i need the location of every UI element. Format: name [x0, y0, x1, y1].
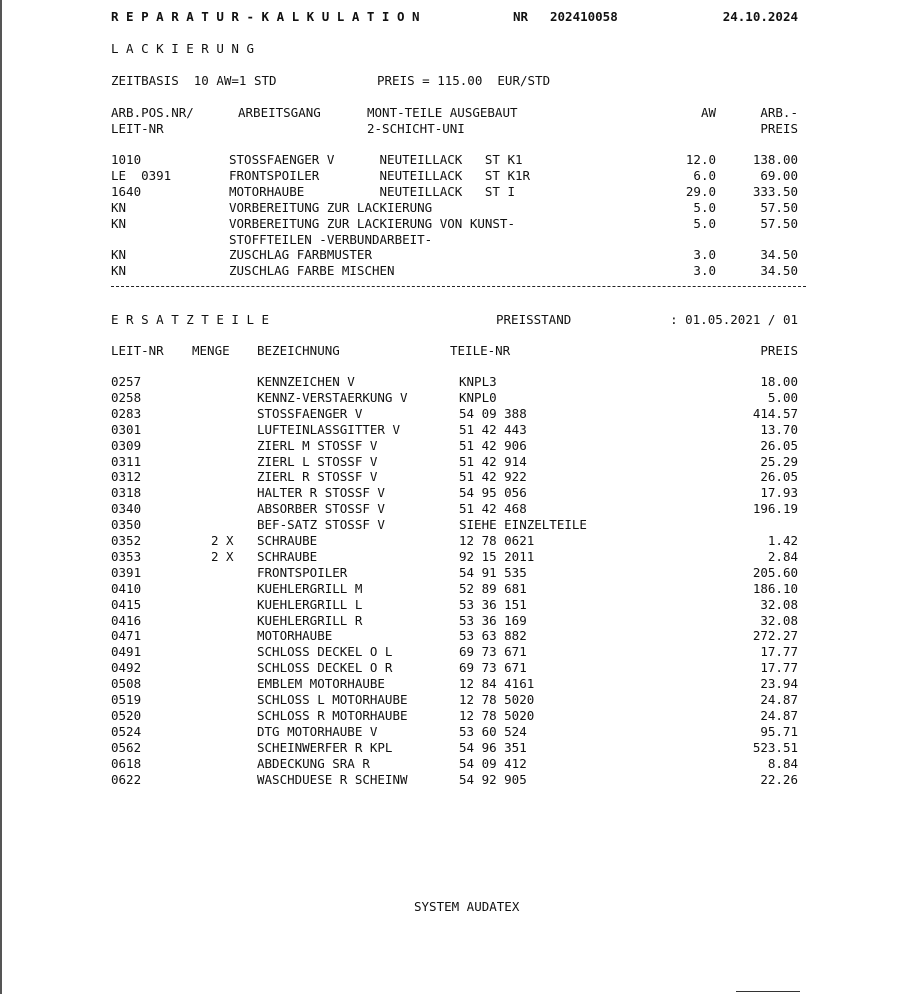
ersatz-row-price: 26.05: [760, 469, 798, 485]
ersatz-row-price: 24.87: [760, 707, 798, 723]
zeitbasis: ZEITBASIS 10 AW=1 STD: [111, 73, 277, 88]
ersatz-row-teilenr: 69 73 671: [459, 660, 527, 676]
ersatz-row-teilenr: 54 96 351: [459, 739, 527, 755]
lack-row-desc: MOTORHAUBE NEUTEILLACK ST I: [229, 183, 515, 199]
ersatz-row-price: 8.84: [767, 755, 798, 771]
ersatz-row-teilenr: 53 63 882: [459, 628, 527, 644]
ersatz-row-teilenr: 52 89 681: [459, 580, 527, 596]
lack-row-desc: STOFFTEILEN -VERBUNDARBEIT-: [229, 231, 433, 247]
ersatz-row-teilenr: 12 84 4161: [459, 676, 535, 692]
ersatz-row-leitnr: 0415: [111, 596, 142, 612]
ersatz-row-leitnr: 0258: [111, 389, 142, 405]
ersatz-row-price: 414.57: [752, 405, 798, 421]
ersatz-row-bezeichnung: SCHLOSS DECKEL O R: [257, 660, 393, 676]
document-date: 24.10.2024: [722, 9, 798, 24]
lack-row-price: 69.00: [760, 167, 798, 183]
section-divider: [111, 286, 806, 287]
ersatz-row-leitnr: 0471: [111, 628, 142, 644]
ersatz-row-bezeichnung: BEF-SATZ STOSSF V: [257, 517, 385, 533]
ersatz-row-leitnr: 0622: [111, 771, 142, 787]
ersatz-row-bezeichnung: WASCHDUESE R SCHEINW: [257, 771, 408, 787]
nr-label: NR: [513, 9, 529, 24]
ersatz-row-bezeichnung: SCHLOSS L MOTORHAUBE: [257, 692, 408, 707]
ersatz-row-price: 18.00: [760, 374, 798, 389]
ersatz-row-price: 17.77: [760, 660, 798, 676]
ersatz-row-leitnr: 0491: [111, 644, 142, 660]
ersatz-row-bezeichnung: KENNZEICHEN V: [257, 374, 355, 389]
ersatz-row-teilenr: 54 95 056: [459, 485, 527, 501]
ersatz-row-price: 23.94: [760, 676, 798, 692]
lack-row-aw: 5.0: [693, 215, 716, 231]
section-title-ersatzteile: E R S A T Z T E I L E: [111, 312, 270, 327]
header-arbeitsgang: ARBEITSGANG: [238, 105, 321, 120]
ersatz-row-bezeichnung: KUEHLERGRILL M: [257, 580, 363, 596]
ersatz-row-teilenr: 51 42 443: [459, 421, 527, 437]
lack-row-aw: 5.0: [693, 199, 716, 215]
ersatz-row-bezeichnung: ABSORBER STOSSF V: [257, 501, 385, 517]
ersatz-row-teilenr: 53 36 169: [459, 612, 527, 628]
ersatz-row-bezeichnung: KUEHLERGRILL R: [257, 612, 363, 628]
ersatz-row-bezeichnung: ZIERL R STOSSF V: [257, 469, 378, 485]
header-bezeichnung: BEZEICHNUNG: [257, 343, 340, 358]
ersatz-row-leitnr: 0519: [111, 692, 142, 707]
lack-row-price: 138.00: [752, 152, 798, 167]
lack-row-price: 34.50: [760, 263, 798, 279]
ersatz-row-bezeichnung: ZIERL M STOSSF V: [257, 437, 378, 453]
ersatz-row-leitnr: 0311: [111, 453, 142, 469]
ersatz-row-teilenr: 12 78 5020: [459, 707, 535, 723]
ersatz-row-teilenr: SIEHE EINZELTEILE: [459, 517, 587, 533]
footer-system: SYSTEM AUDATEX: [414, 899, 520, 914]
ersatz-row-leitnr: 0318: [111, 485, 142, 501]
ersatz-row-leitnr: 0353: [111, 548, 142, 564]
header-ersatz-preis: PREIS: [760, 343, 798, 358]
lack-row-desc: ZUSCHLAG FARBE MISCHEN: [229, 263, 395, 279]
header-aw: AW: [700, 105, 716, 120]
lack-row-aw: 29.0: [685, 183, 716, 199]
lack-row-aw: 6.0: [693, 167, 716, 183]
header-teilenr: TEILE-NR: [450, 343, 511, 358]
ersatz-row-price: 17.77: [760, 644, 798, 660]
lack-row-aw: 3.0: [693, 247, 716, 263]
ersatz-row-bezeichnung: SCHLOSS DECKEL O L: [257, 644, 393, 660]
ersatz-row-bezeichnung: KUEHLERGRILL L: [257, 596, 363, 612]
ersatz-row-teilenr: 51 42 468: [459, 501, 527, 517]
ersatz-row-leitnr: 0309: [111, 437, 142, 453]
ersatz-row-price: 24.87: [760, 692, 798, 707]
ersatz-row-bezeichnung: EMBLEM MOTORHAUBE: [257, 676, 385, 692]
ersatz-row-price: 186.10: [752, 580, 798, 596]
ersatz-row-teilenr: 53 36 151: [459, 596, 527, 612]
ersatz-row-bezeichnung: MOTORHAUBE: [257, 628, 333, 644]
hourly-rate: PREIS = 115.00 EUR/STD: [377, 73, 551, 88]
ersatz-row-price: 523.51: [752, 739, 798, 755]
ersatz-row-price: 26.05: [760, 437, 798, 453]
ersatz-row-bezeichnung: HALTER R STOSSF V: [257, 485, 385, 501]
ersatz-row-leitnr: 0283: [111, 405, 142, 421]
ersatz-row-teilenr: 54 09 412: [459, 755, 527, 771]
ersatz-row-teilenr: 54 09 388: [459, 405, 527, 421]
lack-row-pos: LE 0391: [111, 167, 172, 183]
ersatz-row-bezeichnung: DTG MOTORHAUBE V: [257, 723, 378, 739]
ersatz-row-bezeichnung: KENNZ-VERSTAERKUNG V: [257, 389, 408, 405]
ersatz-row-price: 196.19: [752, 501, 798, 517]
ersatz-row-bezeichnung: ZIERL L STOSSF V: [257, 453, 378, 469]
ersatz-row-leitnr: 0350: [111, 517, 142, 533]
ersatz-row-price: 17.93: [760, 485, 798, 501]
ersatz-row-price: 1.42: [767, 533, 798, 548]
ersatz-row-menge: 2 X: [211, 533, 234, 548]
preisstand-label: PREISSTAND: [496, 312, 572, 327]
ersatz-row-price: 32.08: [760, 612, 798, 628]
lack-row-price: 57.50: [760, 199, 798, 215]
ersatz-row-leitnr: 0492: [111, 660, 142, 676]
ersatz-row-price: 272.27: [752, 628, 798, 644]
header-arb: ARB.-: [760, 105, 798, 120]
ersatz-row-bezeichnung: LUFTEINLASSGITTER V: [257, 421, 400, 437]
lack-row-price: 333.50: [752, 183, 798, 199]
lack-row-pos: 1640: [111, 183, 142, 199]
ersatz-row-price: 25.29: [760, 453, 798, 469]
ersatz-row-bezeichnung: FRONTSPOILER: [257, 564, 348, 580]
lack-row-price: 57.50: [760, 215, 798, 231]
lack-row-desc: ZUSCHLAG FARBMUSTER: [229, 247, 372, 263]
ersatz-row-leitnr: 0524: [111, 723, 142, 739]
ersatz-row-teilenr: 51 42 914: [459, 453, 527, 469]
ersatz-row-leitnr: 0416: [111, 612, 142, 628]
lack-row-pos: KN: [111, 199, 127, 215]
lack-row-desc: STOSSFAENGER V NEUTEILLACK ST K1: [229, 152, 523, 167]
ersatz-row-teilenr: 53 60 524: [459, 723, 527, 739]
ersatz-row-bezeichnung: STOSSFAENGER V: [257, 405, 363, 421]
ersatz-row-teilenr: 69 73 671: [459, 644, 527, 660]
header-menge: MENGE: [192, 343, 230, 358]
ersatz-row-price: 205.60: [752, 564, 798, 580]
ersatz-row-leitnr: 0301: [111, 421, 142, 437]
document-title: R E P A R A T U R - K A L K U L A T I O N: [111, 9, 420, 24]
ersatz-row-price: 5.00: [767, 389, 798, 405]
ersatz-row-teilenr: KNPL3: [459, 374, 497, 389]
ersatz-row-bezeichnung: SCHRAUBE: [257, 548, 318, 564]
ersatz-row-bezeichnung: SCHEINWERFER R KPL: [257, 739, 393, 755]
header-preis: PREIS: [760, 121, 798, 136]
ersatz-row-teilenr: 54 91 535: [459, 564, 527, 580]
header-ersatz-leitnr: LEIT-NR: [111, 343, 164, 358]
ersatz-row-price: 32.08: [760, 596, 798, 612]
page-left-border: [0, 0, 2, 994]
ersatz-row-price: 22.26: [760, 771, 798, 787]
ersatz-row-leitnr: 0391: [111, 564, 142, 580]
header-mont-teile: MONT-TEILE AUSGEBAUT: [367, 105, 518, 120]
ersatz-row-teilenr: 54 92 905: [459, 771, 527, 787]
ersatz-row-bezeichnung: ABDECKUNG SRA R: [257, 755, 370, 771]
lack-row-price: 34.50: [760, 247, 798, 263]
lack-row-pos: 1010: [111, 152, 142, 167]
calculation-number: 202410058: [550, 9, 618, 24]
ersatz-row-leitnr: 0618: [111, 755, 142, 771]
ersatz-row-leitnr: 0257: [111, 374, 142, 389]
ersatz-row-menge: 2 X: [211, 548, 234, 564]
header-schicht: 2-SCHICHT-UNI: [367, 121, 465, 136]
lack-row-aw: 3.0: [693, 263, 716, 279]
ersatz-row-leitnr: 0410: [111, 580, 142, 596]
ersatz-row-leitnr: 0312: [111, 469, 142, 485]
preisstand-value: : 01.05.2021 / 01: [670, 312, 798, 327]
ersatz-row-leitnr: 0340: [111, 501, 142, 517]
page-corner-mark: [736, 991, 800, 992]
ersatz-row-bezeichnung: SCHRAUBE: [257, 533, 318, 548]
ersatz-row-bezeichnung: SCHLOSS R MOTORHAUBE: [257, 707, 408, 723]
section-title-lackierung: L A C K I E R U N G: [111, 41, 254, 56]
ersatz-row-teilenr: 92 15 2011: [459, 548, 535, 564]
header-leitnr: LEIT-NR: [111, 121, 164, 136]
lack-row-desc: FRONTSPOILER NEUTEILLACK ST K1R: [229, 167, 531, 183]
ersatz-row-leitnr: 0352: [111, 533, 142, 548]
lack-row-pos: KN: [111, 247, 127, 263]
ersatz-row-teilenr: KNPL0: [459, 389, 497, 405]
lack-row-pos: KN: [111, 215, 127, 231]
lack-row-desc: VORBEREITUNG ZUR LACKIERUNG VON KUNST-: [229, 215, 515, 231]
ersatz-row-teilenr: 12 78 5020: [459, 692, 535, 707]
ersatz-row-leitnr: 0562: [111, 739, 142, 755]
ersatz-row-teilenr: 51 42 922: [459, 469, 527, 485]
header-arbpos: ARB.POS.NR/: [111, 105, 194, 120]
ersatz-row-leitnr: 0520: [111, 707, 142, 723]
ersatz-row-price: 13.70: [760, 421, 798, 437]
ersatz-row-leitnr: 0508: [111, 676, 142, 692]
lack-row-desc: VORBEREITUNG ZUR LACKIERUNG: [229, 199, 433, 215]
ersatz-row-teilenr: 51 42 906: [459, 437, 527, 453]
ersatz-row-price: 95.71: [760, 723, 798, 739]
lack-row-aw: 12.0: [685, 152, 716, 167]
ersatz-row-teilenr: 12 78 0621: [459, 533, 535, 548]
lack-row-pos: KN: [111, 263, 127, 279]
ersatz-row-price: 2.84: [767, 548, 798, 564]
